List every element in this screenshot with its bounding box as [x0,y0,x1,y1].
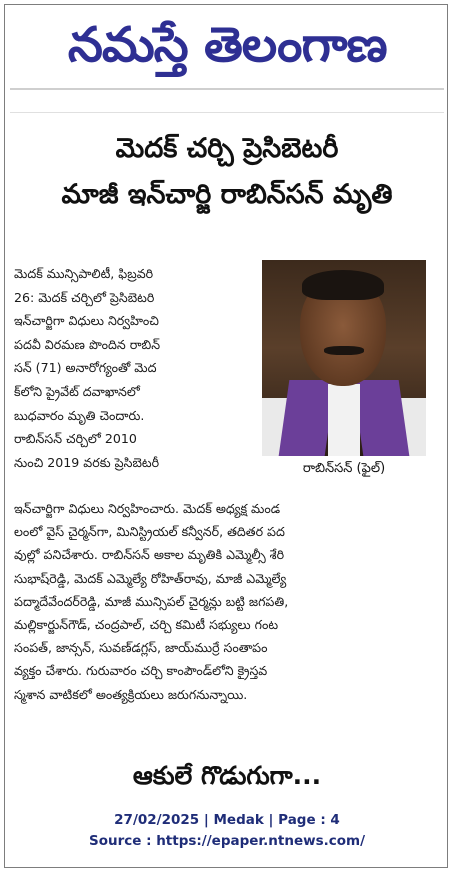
faded-header-strip [0,94,454,106]
article-text-line: బుధవారం మృతి చెందారు. [14,407,145,423]
headline-line-2: మాజీ ఇన్‌చార్జి రాబిన్‌సన్ మృతి [61,179,393,210]
article-text-line: రాబిన్‌సన్ చర్చిలో 2010 [14,431,137,447]
portrait-photo [262,260,426,456]
masthead-divider [10,88,444,90]
article-body-column [14,262,260,474]
article-text-line: సుభాష్‌రెడ్డి, మెదక్ ఎమ్మెల్యే రోహిత్‌రావు, మాజీ ఎమ్మెల్యే [14,570,287,586]
footer-source-link[interactable]: Source : https://epaper.ntnews.com/ [88,833,366,849]
next-article-headline: ఆకులే గొడుగుగా... [132,761,322,790]
headline-divider [10,112,444,113]
article-text-line: పదవీ విరమణ పొందిన రాబిన్ [14,336,161,352]
article-text-line: స్మశాన వాటికలో అంత్యక్రియలు జరుగనున్నాయి. [14,686,248,702]
headline-line-1: మెదక్ చర్చి ప్రెసిబెటరీ [115,133,339,164]
masthead-logo: నమస్తే తెలంగాణ [67,17,387,73]
article-text-line: 26: మెదక్ చర్చిలో ప్రెసిబెటరి [14,289,155,305]
article-headline [10,126,444,218]
article-text-line: సన్ (71) అనారోగ్యంతో మెద [14,360,157,376]
article-text-line: ఇన్‌చార్జిగా విధులు నిర్వహించి [14,313,159,329]
article-text-line: మల్లికార్జున్‌గౌడ్, చంద్రపాల్, చర్చి కమిటీ సభ్యులు గంట [14,617,279,633]
article-text-line: లంలో వైస్ చైర్మన్‌గా, మినిస్ట్రియల్ కన్వీనర్, తదితర పద [14,524,285,540]
source-footer [0,810,454,852]
photo-caption: రాబిన్‌సన్ (ఫైల్) [302,461,386,476]
photo-collar [328,384,360,456]
photo-stole-left [279,380,336,456]
footer-date-page: 27/02/2025 | Medak | Page : 4 [114,812,340,828]
article-text-line: మెదక్ మున్సిపాలిటీ, ఫిబ్రవరి [14,266,154,281]
article-text-line: క్‌లోని ప్రైవేట్ దవాఖానలో [14,383,140,399]
article-text-line: ఇన్‌చార్జిగా విధులు నిర్వహించారు. మెదక్ అధ్యక్ష మండ [14,501,281,516]
article-body-full-width [14,497,440,706]
article-text-line: సంపత్, జాన్సన్, సువణ్‌డగ్లస్, జాయ్‌ముర్రే సంతాపం [14,640,268,656]
article-text-line: పద్మాదేవేందర్‌రెడ్డి, మాజీ మున్సిపల్ చైర్మన్లు బట్టి జగపతి, [14,593,289,609]
masthead [0,10,454,80]
photo-mustache [324,346,364,355]
photo-stole-right [353,380,410,456]
article-text-line: వుల్లో పనిచేశారు. రాబిన్‌సన్ అకాల మృతికి ఎమ్మెల్సీ శేరి [14,547,285,563]
article-text-line: నుంచి 2019 వరకు ప్రెసిబెటరీ [14,454,160,470]
photo-hair [302,270,384,300]
article-text-line: వ్యక్తం చేశారు. గురువారం చర్చి కాంపౌండ్‌లోని క్రైస్తవ [14,663,268,679]
